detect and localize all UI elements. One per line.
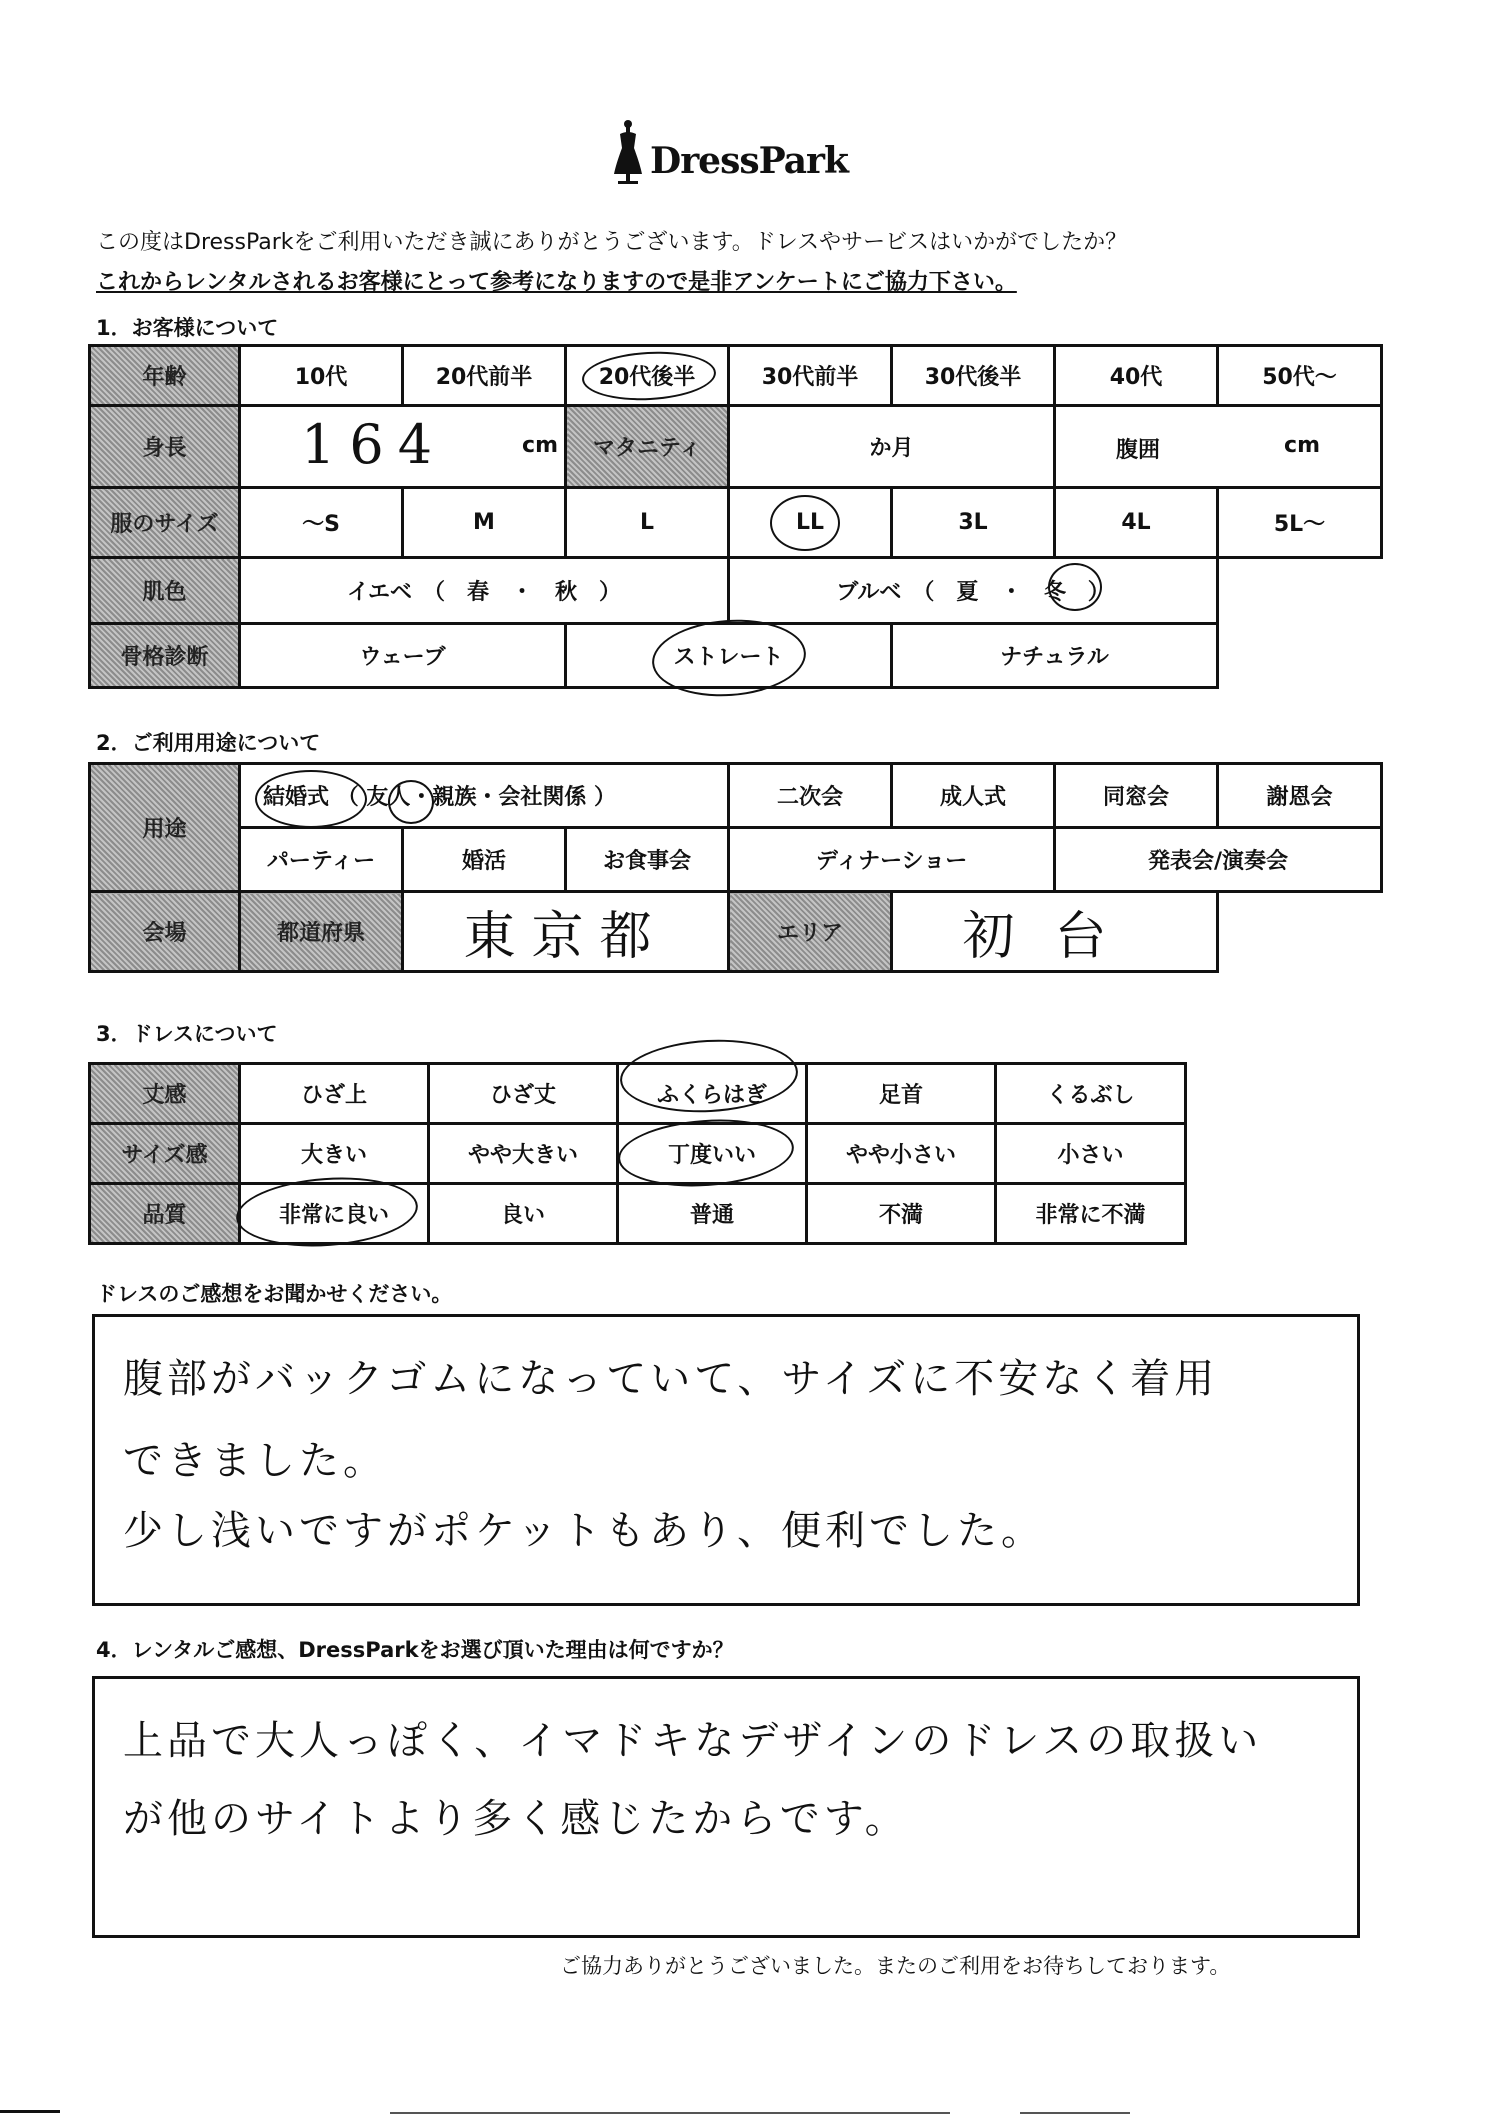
- months-field[interactable]: か月: [729, 406, 1055, 488]
- waist-label: 腹囲: [1116, 438, 1161, 463]
- wedding-selection-circle: [255, 770, 367, 828]
- prefecture-value[interactable]: 東京都: [403, 892, 729, 972]
- comment-line: できました。: [123, 1438, 387, 1484]
- usage-label: 用途: [90, 764, 240, 892]
- skin-row: [90, 558, 1382, 624]
- wedding-detail: （ 友人・親族・会社関係 ）: [336, 785, 617, 810]
- quality-option[interactable]: 良い: [429, 1184, 618, 1244]
- age-option-selected[interactable]: 20代後半: [566, 346, 729, 406]
- usage-option[interactable]: 成人式: [892, 764, 1055, 828]
- thanks-message: ご協力ありがとうございました。またのご利用をお待ちしております。: [560, 1954, 1231, 1978]
- fit-option[interactable]: やや大きい: [429, 1124, 618, 1184]
- empty-cell: [1218, 558, 1382, 624]
- size-option-selected[interactable]: LL: [729, 488, 892, 558]
- dress-form-icon: [610, 118, 646, 188]
- blue-base-winter: 冬: [1044, 580, 1067, 605]
- scan-mark: [1020, 2112, 1130, 2114]
- height-field[interactable]: [240, 406, 566, 488]
- age-option[interactable]: 30代後半: [892, 346, 1055, 406]
- frame-option[interactable]: ナチュラル: [892, 624, 1218, 688]
- height-unit: cm: [522, 433, 558, 458]
- length-option[interactable]: ひざ上: [240, 1064, 429, 1124]
- yellow-base-option[interactable]: イエベ （ 春 ・ 秋 ）: [240, 558, 729, 624]
- empty-cell: [1218, 624, 1382, 688]
- dresspark-logo: [610, 118, 860, 188]
- comment-line: 腹部がバックゴムになっていて、サイズに不安なく着用: [123, 1356, 1219, 1402]
- fit-option[interactable]: 小さい: [996, 1124, 1186, 1184]
- usage-option[interactable]: 二次会: [729, 764, 892, 828]
- size-selection-circle: [770, 495, 840, 551]
- intro-line: この度はDressParkをご利用いただき誠にありがとうございます。ドレスやサービスはいかがでしたか？: [96, 230, 1128, 255]
- size-label: 服のサイズ: [90, 488, 240, 558]
- area-label: エリア: [729, 892, 892, 972]
- size-option[interactable]: 3L: [892, 488, 1055, 558]
- section4-title: 4．レンタルご感想、DressParkをお選び頂いた理由は何ですか？: [96, 1638, 734, 1662]
- age-option[interactable]: 30代前半: [729, 346, 892, 406]
- length-option[interactable]: ひざ丈: [429, 1064, 618, 1124]
- answer-line: が他のサイトより多く感じたからです。: [123, 1796, 909, 1842]
- scan-mark: [0, 2110, 60, 2113]
- size-row: [90, 488, 1382, 558]
- section3-title: 3．ドレスについて: [96, 1022, 278, 1046]
- scan-mark: [390, 2112, 950, 2114]
- section2-title: 2．ご利用用途について: [96, 731, 321, 755]
- skin-selection-circle: [1048, 563, 1102, 611]
- quality-label: 品質: [90, 1184, 240, 1244]
- usage-option[interactable]: ディナーショー: [729, 828, 1055, 892]
- usage-option[interactable]: 謝恩会: [1218, 764, 1382, 828]
- size-option[interactable]: M: [403, 488, 566, 558]
- usage-option[interactable]: パーティー: [240, 828, 403, 892]
- blue-base-option[interactable]: [729, 558, 1218, 624]
- length-option-selected[interactable]: ふくらはぎ: [618, 1064, 807, 1124]
- brand-name: DressPark: [650, 140, 848, 182]
- usage-option[interactable]: 同窓会: [1055, 764, 1218, 828]
- usage-option[interactable]: 婚活: [403, 828, 566, 892]
- usage-option[interactable]: 発表会/演奏会: [1055, 828, 1382, 892]
- age-option[interactable]: 50代〜: [1218, 346, 1382, 406]
- dress-comment-box[interactable]: [92, 1314, 1360, 1606]
- blue-base-prefix: ブルベ （ 夏 ・: [836, 580, 1023, 605]
- waist-unit: cm: [1284, 433, 1320, 458]
- size-option[interactable]: L: [566, 488, 729, 558]
- age-option[interactable]: 40代: [1055, 346, 1218, 406]
- quality-option[interactable]: 非常に不満: [996, 1184, 1186, 1244]
- venue-label: 会場: [90, 892, 240, 972]
- blue-base-suffix: ）: [1087, 580, 1110, 605]
- size-option[interactable]: 〜S: [240, 488, 403, 558]
- friend-selection-circle: [388, 780, 434, 824]
- intro-line-2: これからレンタルされるお客様にとって参考になりますので是非アンケートにご協力下さい。: [96, 270, 1017, 295]
- height-label: 身長: [90, 406, 240, 488]
- fit-label: サイズ感: [90, 1124, 240, 1184]
- fit-option-selected[interactable]: 丁度いい: [618, 1124, 807, 1184]
- length-label: 丈感: [90, 1064, 240, 1124]
- maternity-label: マタニティ: [566, 406, 729, 488]
- age-label: 年齢: [90, 346, 240, 406]
- wedding-label: 結婚式: [263, 785, 330, 810]
- quality-option-selected[interactable]: 非常に良い: [240, 1184, 429, 1244]
- length-option[interactable]: 足首: [807, 1064, 996, 1124]
- height-row: [90, 406, 1382, 488]
- frame-option-selected[interactable]: ストレート: [566, 624, 892, 688]
- skin-label: 肌色: [90, 558, 240, 624]
- comment-line: 少し浅いですがポケットもあり、便利でした。: [123, 1508, 1045, 1554]
- usage-option[interactable]: お食事会: [566, 828, 729, 892]
- area-value[interactable]: 初台: [892, 892, 1218, 972]
- empty-cell: [1218, 892, 1382, 972]
- quality-option[interactable]: 普通: [618, 1184, 807, 1244]
- rental-comment-box[interactable]: [92, 1676, 1360, 1938]
- frame-option[interactable]: ウェーブ: [240, 624, 566, 688]
- usage-row-2: [90, 828, 1382, 892]
- prefecture-label: 都道府県: [240, 892, 403, 972]
- answer-line: 上品で大人っぽく、イマドキなデザインのドレスの取扱い: [123, 1718, 1263, 1764]
- age-option[interactable]: 20代前半: [403, 346, 566, 406]
- quality-option[interactable]: 不満: [807, 1184, 996, 1244]
- comment-prompt: ドレスのご感想をお聞かせください。: [96, 1282, 453, 1306]
- frame-label: 骨格診断: [90, 624, 240, 688]
- size-option[interactable]: 5L〜: [1218, 488, 1382, 558]
- size-option[interactable]: 4L: [1055, 488, 1218, 558]
- venue-row: [90, 892, 1382, 972]
- age-row: [90, 346, 1382, 406]
- fit-option[interactable]: やや小さい: [807, 1124, 996, 1184]
- age-option[interactable]: 10代: [240, 346, 403, 406]
- waist-field[interactable]: [1055, 406, 1382, 488]
- fit-option[interactable]: 大きい: [240, 1124, 429, 1184]
- section1-title: 1．お客様について: [96, 316, 279, 340]
- length-option[interactable]: くるぶし: [996, 1064, 1186, 1124]
- height-value: 164: [301, 413, 447, 476]
